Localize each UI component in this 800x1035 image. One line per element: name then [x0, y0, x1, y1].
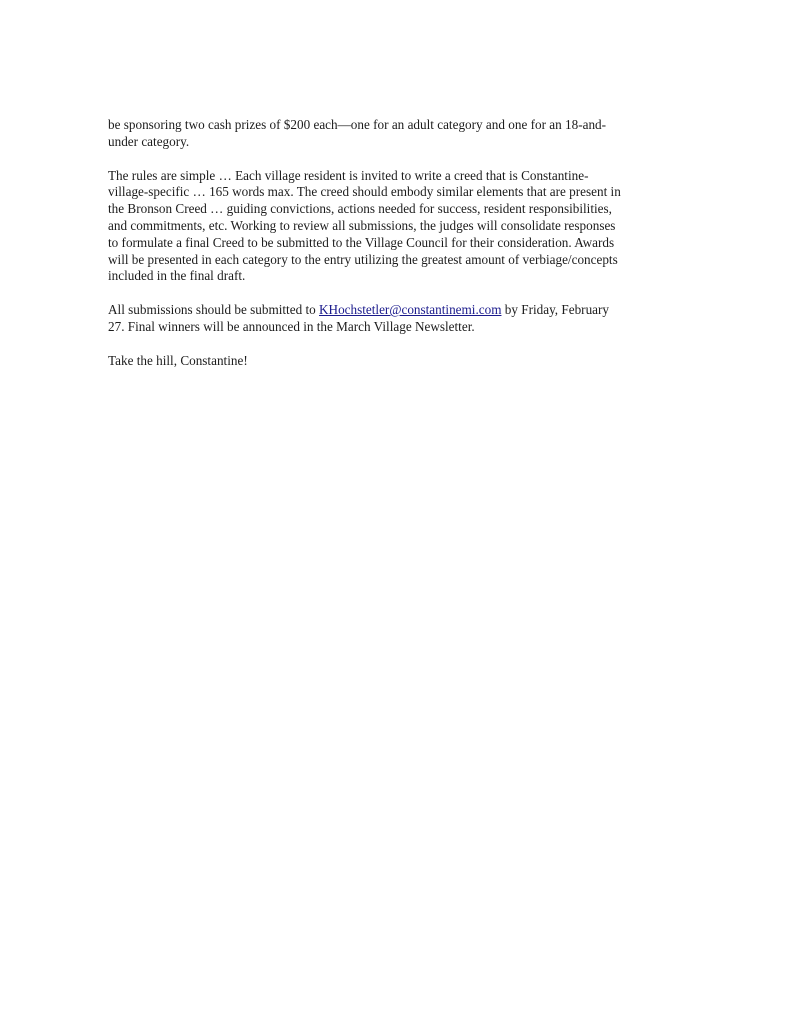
- text-line: included in the final draft.: [108, 268, 246, 284]
- text-line: the Bronson Creed … guiding convictions, actions needed for success, resident responsibilities,: [108, 201, 612, 217]
- closing-line: Take the hill, Constantine!: [108, 352, 248, 368]
- paragraph-rules: [108, 168, 692, 286]
- submission-text-before: All submissions should be submitted to: [108, 302, 320, 318]
- text-line: to formulate a final Creed to be submitted to the Village Council for their consideration. Awards: [108, 234, 615, 250]
- text-line: under category.: [108, 133, 190, 149]
- paragraph-closing: [108, 353, 692, 370]
- paragraph-spacer: [108, 336, 692, 353]
- document-body: [108, 117, 692, 370]
- text-line: 27. Final winners will be announced in the March Village Newsletter.: [108, 318, 475, 334]
- text-line: be sponsoring two cash prizes of $200 each—one for an adult category and one for an 18-and-: [108, 117, 607, 132]
- paragraph-prizes: [108, 117, 692, 151]
- paragraph-spacer: [108, 151, 692, 168]
- text-line: The rules are simple … Each village resident is invited to write a creed that is Constantine-: [108, 167, 589, 183]
- paragraph-submissions: [108, 302, 692, 336]
- submission-text-after: by Friday, February: [501, 302, 610, 318]
- paragraph-spacer: [108, 285, 692, 302]
- text-line: and commitments, etc. Working to review all submissions, the judges will consolidate responses: [108, 217, 616, 233]
- email-link[interactable]: KHochstetler@constantinemi.com: [319, 302, 502, 318]
- text-line: village-specific … 165 words max. The creed should embody similar elements that are present in: [108, 184, 621, 200]
- text-line: will be presented in each category to the entry utilizing the greatest amount of verbiage/concepts: [108, 251, 618, 267]
- text-line: [108, 302, 692, 319]
